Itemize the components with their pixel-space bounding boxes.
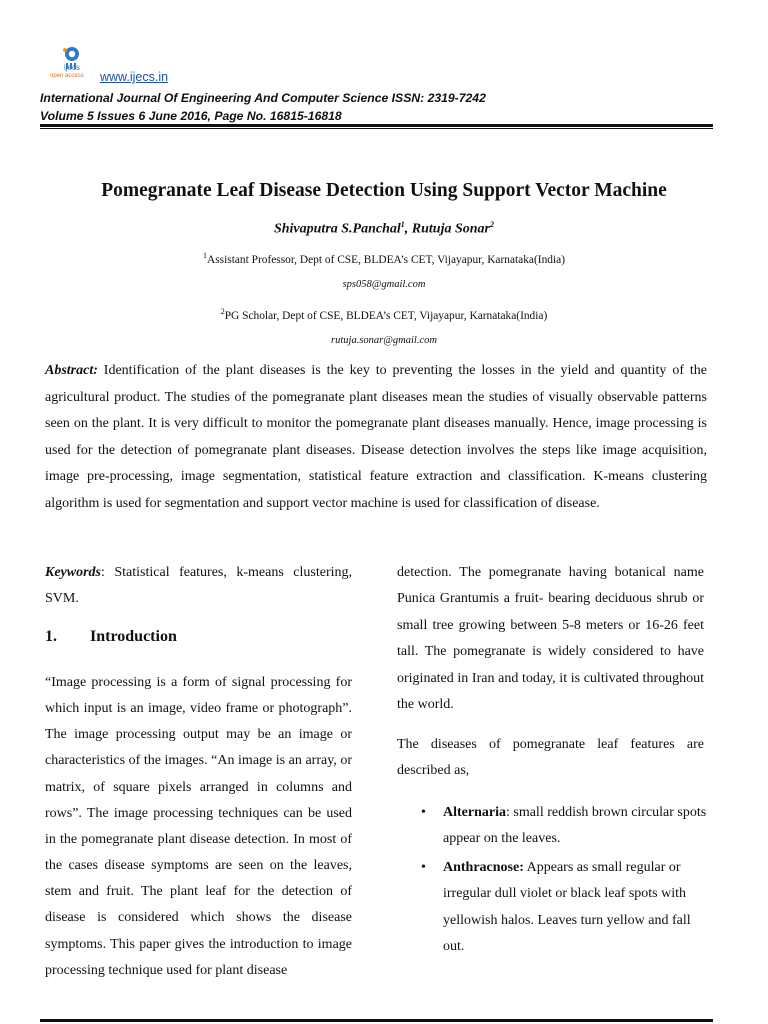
disease-desc: : small reddish brown circular spots appear on the leaves.: [443, 805, 707, 847]
site-link[interactable]: www.ijecs.in: [100, 70, 169, 84]
right-paragraph-1: detection. The pomegranate having botanical name Punica Grantumis a fruit- bearing deciduous shrub or small tree growing between 5-8 meters or 16-26 feet tall. The pomegranate is widely considered to have originated in Iran and today, it is cultivated throughout the world.: [397, 565, 704, 713]
author-2: Rutuja Sonar: [411, 221, 491, 237]
logo-label: ijecs: [64, 63, 81, 72]
affiliation-2: [0, 307, 768, 322]
keywords: [45, 560, 352, 613]
disease-list: [397, 800, 709, 962]
author-separator: ,: [404, 221, 412, 237]
journal-line-1: International Journal Of Engineering And Computer Science ISSN: 2319-7242: [40, 91, 486, 105]
logo-sub: open access: [50, 73, 84, 79]
list-item: [397, 855, 709, 961]
author-2-sup: 2: [490, 220, 495, 229]
author-1-sup: 1: [400, 220, 405, 229]
journal-line-2: Volume 5 Issues 6 June 2016, Page No. 16815-16818: [40, 109, 342, 123]
disease-term: Alternaria: [443, 805, 506, 820]
section-heading-introduction: [45, 628, 177, 646]
header-rule-thin: [40, 128, 713, 129]
keywords-label: Keywords: [45, 565, 101, 580]
email-2[interactable]: rutuja.sonar@gmail.com: [331, 335, 437, 346]
authors: [0, 220, 768, 238]
keywords-text: : Statistical features, k-means clustering, SVM.: [45, 565, 352, 607]
paper-title: Pomegranate Leaf Disease Detection Using Support Vector Machine: [101, 180, 667, 201]
bullet-icon: •: [421, 805, 426, 820]
email-1[interactable]: sps058@gmail.com: [342, 279, 426, 290]
abstract-label: Abstract:: [45, 363, 98, 378]
affiliation-2-text: PG Scholar, Dept of CSE, BLDEA’s CET, Vijayapur, Karnataka(India): [224, 309, 548, 322]
journal-info: [40, 89, 486, 125]
abstract-text: Identification of the plant diseases is the key to preventing the losses in the yield and quantity of the agricultural product. The studies of the pomegranate plant diseases mean the studies of visually observable patterns seen on the plant. It is very difficult to monitor the pomegranate plant diseases manually. Hence, image processing is used for the detection of pomegranate plant diseases. Disease detection involves the steps like image acquisition, image pre-processing, image segmentation, statistical feature extraction and classification. K-means clustering algorithm is used for segmentation and support vector machine is used for classification of disease.: [45, 363, 707, 511]
header-rule: [40, 124, 713, 127]
intro-paragraph: “Image processing is a form of signal processing for which input is an image, video frame or photograph”. The image processing output may be an image or characteristics of the images. “An image is an array, or matrix, of square pixels arranged in columns and rows”. The image processing techniques can be used in the pomegranate plant disease detection. In most of the cases disease symptoms are seen on the leaves, stem and fruit. The plant leaf for the detection of disease is considered which shows the disease symptoms. This paper gives the introduction to image processing technique used for plant disease: [45, 675, 352, 978]
disease-desc: Appears as small regular or irregular dull violet or black leaf spots with yellowish halos. Leaves turn yellow and fall out.: [443, 859, 691, 955]
section-title: Introduction: [90, 628, 177, 645]
right-paragraph-2: The diseases of pomegranate leaf features are described as,: [397, 737, 704, 779]
affiliation-1-sup: 1: [203, 251, 207, 260]
author-1: Shivaputra S.Panchal: [273, 221, 401, 237]
affiliation-2-sup: 2: [220, 307, 225, 316]
bullet-icon: •: [421, 859, 426, 875]
section-number: 1.: [45, 628, 57, 645]
affiliation-1-text: Assistant Professor, Dept of CSE, BLDEA’s CET, Vijayapur, Karnataka(India): [207, 253, 565, 266]
logo-text: [50, 63, 84, 79]
list-item: [397, 800, 709, 853]
abstract: [45, 358, 707, 518]
disease-term: Anthracnose:: [443, 859, 524, 875]
affiliation-1: [0, 251, 768, 266]
footer-rule: [40, 1019, 713, 1022]
